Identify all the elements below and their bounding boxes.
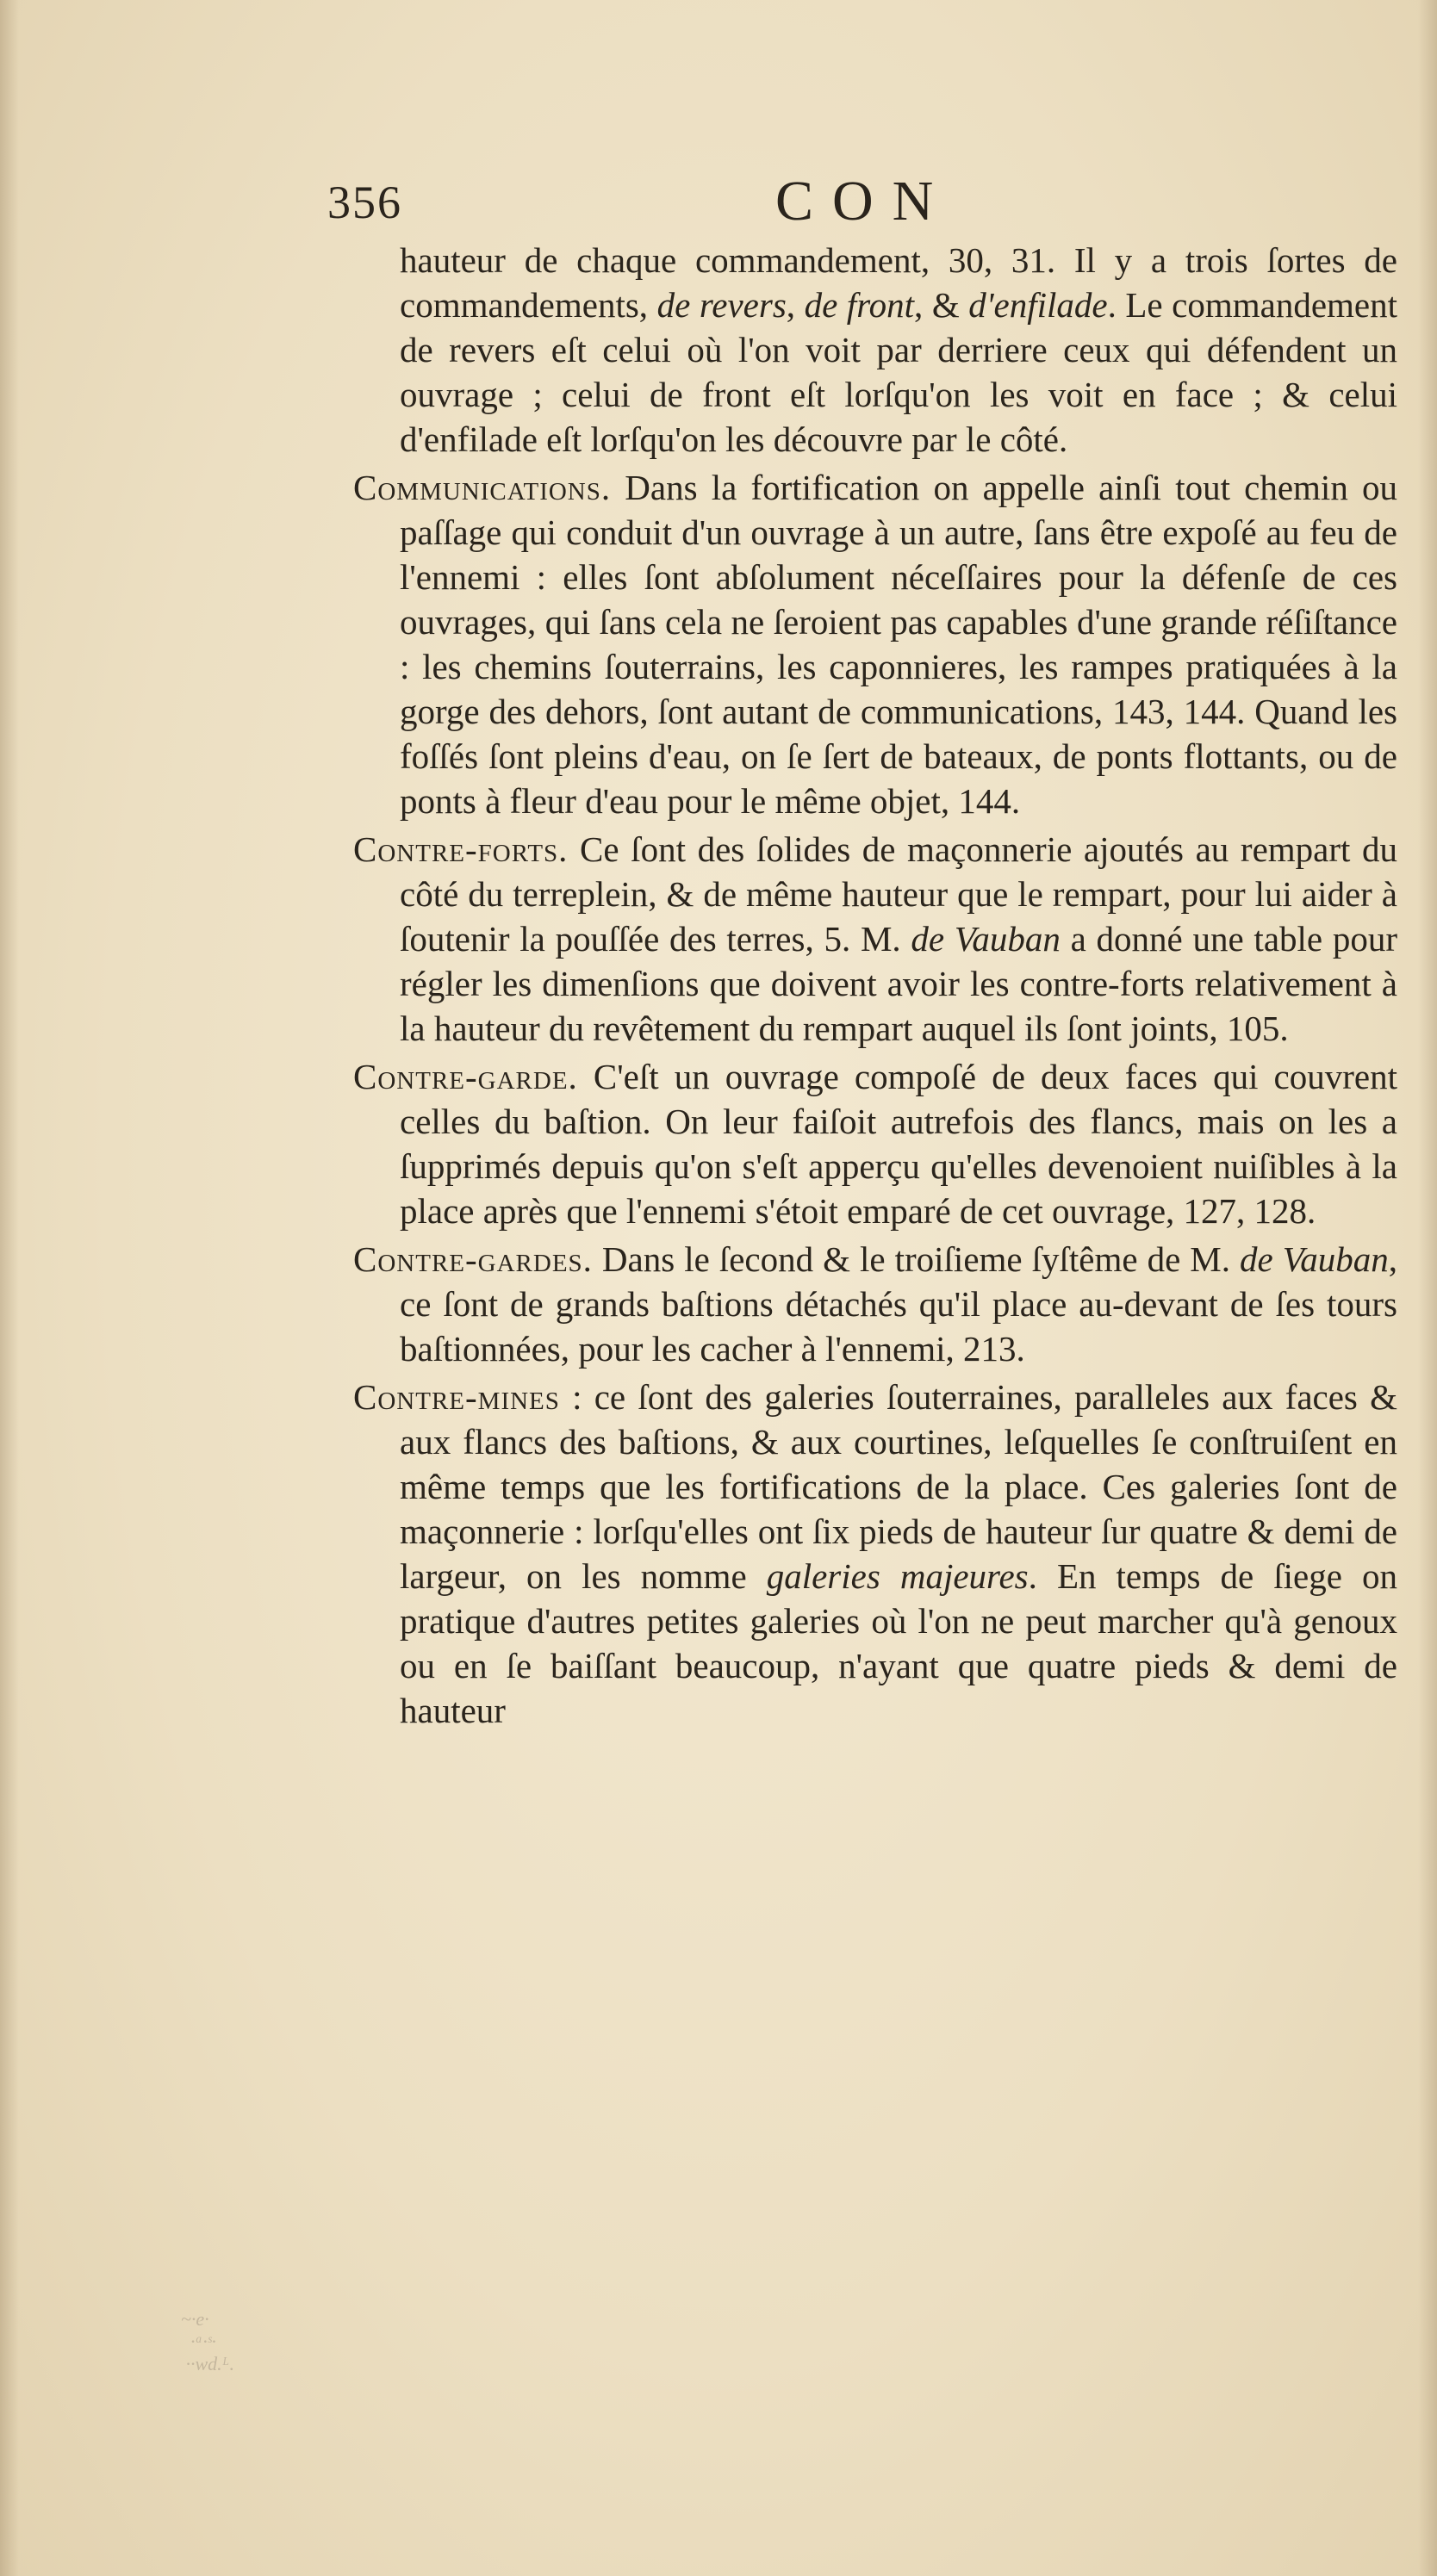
page-shadow-left — [0, 0, 19, 2576]
entry-text: Dans le ſecond & le troiſieme ſyſtême de M. — [592, 1239, 1241, 1279]
entry-text: . En temps de ſiege on pratique d'autres petites galeries où l'on ne peut marcher qu'à genoux ou en ſe baiſſant beaucoup, n'ayant que quatre pieds & demi de hauteur — [400, 1556, 1398, 1730]
dictionary-entry — [353, 827, 1397, 1051]
entry-text: C'eſt un ouvrage compoſé de deux faces qui couvrent celles du baſtion. On leur faiſoit autrefois des flancs, mais on les a ſupprimés depuis qu'on s'eſt apperçu qu'elles devenoient nuiſibles à la place après que l'ennemi s'étoit emparé de cet ouvrage, 127, 128. — [400, 1057, 1397, 1231]
entry-text: a donné une table pour régler les dimenſions que doivent avoir les contre-forts relativement à la hauteur du revêtement du rempart auquel ils ſont joints, 105. — [400, 919, 1397, 1048]
italic-text: de front — [804, 285, 915, 325]
entry-text: Ce ſont des ſolides de maçonnerie ajoutés au rempart du côté du terreplein, & de même hauteur que le rempart, pour lui aider à ſoutenir la pouſſée des terres, 5. M. — [400, 829, 1397, 959]
page-header — [327, 169, 1387, 238]
italic-text: de revers — [656, 285, 787, 325]
entry-text: , & — [914, 285, 969, 325]
page-shadow-right — [1418, 0, 1437, 2576]
entry-text: . Le commandement de revers eſt celui où l'on voit par derriere ceux qui défendent un ouvrage ; celui de front eſt lorſqu'on les voit en face ; & celui d'enfilade eſt lorſqu'on les découvre par le côté. — [400, 285, 1398, 459]
entry-headword: Communications. — [353, 468, 612, 507]
entry-text: Dans la fortification on appelle ainſi tout chemin ou paſſage qui conduit d'un ouvrage à un autre, ſans être expoſé au feu de l'ennemi : elles ſont abſolument néceſſaires pour la défenſe de ces ouvrages, qui ſans cela ne ſeroient pas capables d'une grande réſiſtance : les chemins ſouterrains, les caponnieres, les rampes pratiquées à la gorge des dehors, ſont autant de communications, 143, 144. Quand les foſſés ſont pleins d'eau, on ſe ſert de bateaux, de ponts flottants, ou de ponts à fleur d'eau pour le même objet, 144. — [400, 468, 1397, 821]
entry-text: hauteur de chaque commandement, 30, 31. Il y a trois ſortes de commandements, — [400, 240, 1397, 325]
entry-headword: Contre-garde. — [353, 1057, 578, 1096]
dictionary-text — [353, 238, 1397, 1736]
italic-text: de Vauban — [911, 919, 1061, 959]
dictionary-entry — [353, 1054, 1397, 1233]
italic-text: galeries majeures — [766, 1556, 1029, 1596]
dictionary-entry — [353, 465, 1397, 823]
running-head: CON — [775, 170, 953, 233]
italic-text: d'enfilade — [968, 285, 1108, 325]
dictionary-entry — [353, 1375, 1397, 1733]
ink-offset-stain: ~·e· ·ᵃ·ˢ· ··wd.ᴸ. — [181, 2308, 234, 2374]
entry-headword: Contre-mines — [353, 1377, 560, 1417]
page-number: 356 — [327, 177, 402, 228]
dictionary-entry — [353, 238, 1397, 462]
entry-headword: Contre-gardes. — [353, 1239, 593, 1279]
italic-text: de Vauban — [1240, 1239, 1389, 1279]
entry-text: : ce ſont des galeries ſouterraines, paralleles aux faces & aux flancs des baſtions, & aux courtines, leſquelles ſe conſtruiſent en même temps que les fortifications de la place. Ces galeries ſont de maçonnerie : lorſqu'elles ont ſix pieds de hauteur ſur quatre & demi de largeur, on les nomme — [400, 1377, 1397, 1596]
entry-text: , ce ſont de grands baſtions détachés qu'il place au-devant de ſes tours baſtionnées, pour les cacher à l'ennemi, 213. — [400, 1239, 1397, 1369]
entry-headword: Contre-forts. — [353, 829, 569, 869]
dictionary-entry — [353, 1237, 1397, 1371]
entry-text: , — [786, 285, 805, 325]
